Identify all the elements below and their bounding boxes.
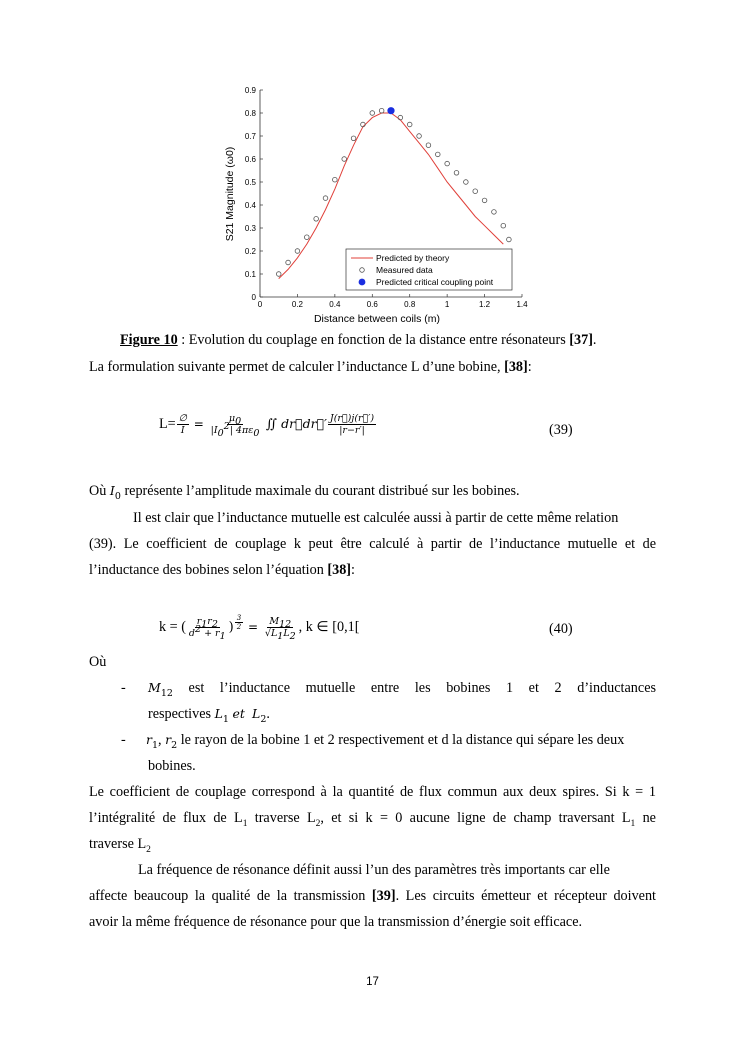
p5-line2a: affecte beaucoup la qualité de la transmission [89,888,372,904]
x-tick-label: 0 [257,300,263,309]
p5-ref: [39] [371,888,396,904]
y-tick-label: 0.5 [244,178,256,187]
ou-label: Où [89,654,107,670]
x-tick-label: 1 [444,300,450,309]
paragraph-2: Où $I_0$ représente l’amplitude maximale du courant distribué sur les bobines. [89,483,520,502]
equation-39: L= $\frac{\emptyset}{I}$ = $\frac{\mu_0}{|I_0^2| 4\pi\varepsilon_0}$ ∬ dr⃗dr⃗′ $\frac{J(r⃗)j(r⃗')}{|r-r'|}$ [159,413,375,440]
legend [346,249,512,290]
equation-39-number: (39) [549,422,573,438]
y-tick-label: 0.8 [244,109,256,118]
y-tick-label: 0 [251,293,256,302]
paragraph-5-line-3: avoir la même fréquence de résonance pour que la transmission d’énergie soit efficace. [89,914,583,930]
caption-text: : Evolution du couplage en fonction de la distance entre résonateurs [177,332,570,348]
y-tick-label: 0.9 [244,86,256,95]
bullet-2-line-2: bobines. [148,758,196,774]
paragraph-4-line-3: traverse $L_2$ [89,836,151,855]
p4-line2d: ne [635,810,656,826]
x-tick-label: 1.2 [479,300,491,309]
legend-item: Predicted by theory [376,253,450,263]
p2-pre: Où [89,483,110,499]
eq40-tail: , k ∈ [0,1[ [298,619,360,635]
y-tick-label: 0.4 [244,201,256,210]
p3-ref: [38] [327,562,352,578]
p4-line2a: l’intégralité de flux de L [89,810,243,826]
bullet-2-line-1: $r_1$, $r_2$ le rayon de la bobine 1 et 2 respectivement et d la distance qui sépare les deux [146,732,625,751]
paragraph-1 [89,358,532,376]
bullet-dash: - [121,732,126,748]
y-tick-label: 0.2 [244,247,256,256]
paragraph-3-line-3 [89,561,355,579]
paragraph-4-line-2: l’intégralité de flux de $L_1$ traverse $L_2$, et si k = 0 aucune ligne de champ traversant $L_1$ ne [89,810,656,829]
legend-item: Predicted critical coupling point [376,277,494,287]
equation-40-number: (40) [549,621,573,637]
caption-ref: [37] [569,332,593,348]
equation-40: k = ( $\frac{r_1r_2}{d^2 + r_1}$ ) $^{\frac{3}{2}}$ = $\frac{M_{12}}{√L_1L_2}$ , k ∈ [0,1[ [159,614,360,643]
bullet-1-line-2: respectives $L_1$ et $L_2$. [148,706,270,725]
y-tick-label: 0.1 [244,270,256,279]
eq39-lhs: L= [159,416,176,432]
p4-line3: traverse L [89,836,147,852]
legend-point-swatch [359,279,366,286]
critical-coupling-point [387,107,394,114]
b2-line1: le rayon de la bobine 1 et 2 respectivement et d la distance qui sépare les deux [180,732,625,748]
caption-label: Figure 10 [120,332,178,348]
y-tick-label: 0.7 [244,132,256,141]
paragraph-3-line-2: (39). Le coefficient de couplage k peut être calculé à partir de l’inductance mutuelle et de [89,536,656,552]
p1-ref: [38] [504,359,528,375]
x-tick-label: 0.2 [291,300,303,309]
p4-line2b: traverse L [247,810,316,826]
p3-end: : [351,562,355,578]
p5-line2b: . Les circuits émetteur et récepteur doivent [395,888,656,904]
x-tick-label: 0.4 [329,300,341,309]
page-number: 17 [366,976,379,988]
paragraph-5-line-1: La fréquence de résonance définit aussi l’un des paramètres très importants car elle [138,862,610,878]
b1-line1: est l’inductance mutuelle entre les bobines 1 et 2 d’inductances [188,680,657,696]
x-tick-label: 0.6 [366,300,378,309]
x-tick-label: 1.4 [516,300,528,309]
paragraph-5-line-2 [89,887,656,905]
paragraph-4-line-1: Le coefficient de couplage correspond à la quantité de flux commun aux deux spires. Si k = 1 [89,784,656,800]
figure-caption [120,331,596,349]
y-axis-label: S21 Magnitude (ω0) [224,146,236,242]
y-tick-label: 0.3 [244,224,256,233]
b1-line2: respectives [148,706,212,722]
bullet-dash: - [121,680,126,696]
y-tick-label: 0.6 [244,155,256,164]
bullet-1-line-1: $M_{12}$ est l’inductance mutuelle entre les bobines 1 et 2 d’inductances [148,680,657,699]
x-tick-label: 0.8 [404,300,416,309]
p4-line2c: , et si k = 0 aucune ligne de champ traversant L [320,810,631,826]
critical-point [387,107,394,114]
p1-text: La formulation suivante permet de calculer l’inductance L d’une bobine, [89,359,505,375]
legend-item: Measured data [376,265,433,275]
coupling-chart [220,84,530,326]
p2-post: représente l’amplitude maximale du courant distribué sur les bobines. [120,483,520,499]
p3-line3: l’inductance des bobines selon l’équation [89,562,328,578]
x-axis-label: Distance between coils (m) [313,313,441,325]
paragraph-3-line-1: Il est clair que l’inductance mutuelle est calculée aussi à partir de cette même relation [133,510,619,526]
p1-end: : [527,359,532,375]
eq40-lhs: k = ( [159,619,186,635]
caption-end: . [592,332,597,348]
